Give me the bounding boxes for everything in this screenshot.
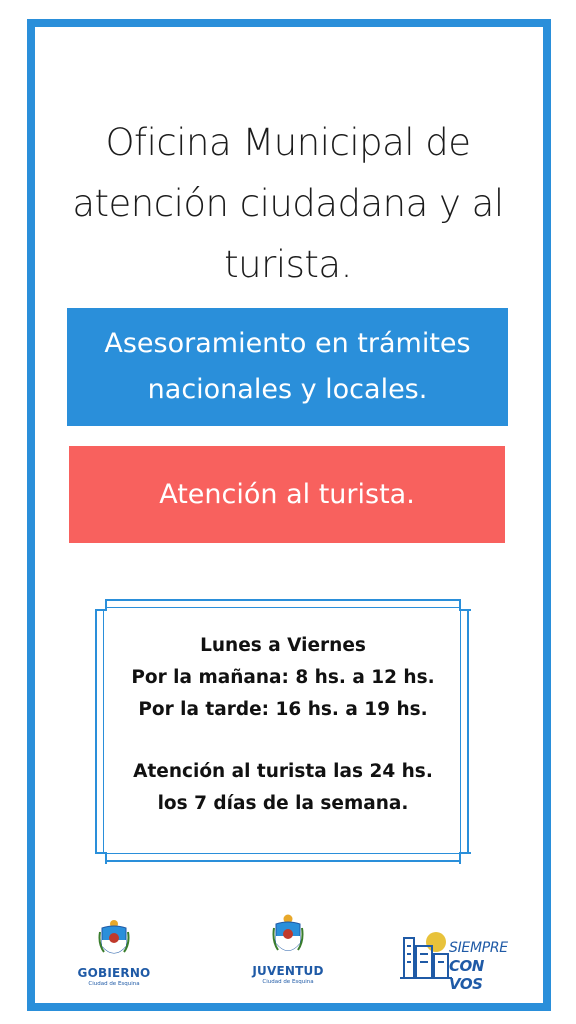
tourist-banner	[69, 446, 505, 543]
brand-line2: CON VOS	[449, 957, 484, 993]
schedule-tourist-days: los 7 días de la semana.	[157, 793, 409, 814]
frame-corner	[459, 599, 471, 611]
siempre-con-vos-logo	[400, 926, 520, 993]
schedule-tourist-hours: Atención al turista las 24 hs.	[133, 761, 433, 782]
title-line: Oficina Municipal de	[105, 121, 471, 164]
coat-of-arms-icon	[272, 912, 304, 960]
tourist-banner-label: Atención al turista.	[159, 479, 415, 510]
schedule-text	[103, 630, 463, 820]
frame-corner	[95, 599, 107, 611]
building-icon	[400, 928, 452, 982]
gobierno-logo	[72, 918, 156, 987]
coat-of-arms-icon	[98, 918, 130, 962]
frame-corner	[459, 852, 471, 864]
services-line: Asesoramiento en trámites	[104, 328, 471, 359]
schedule-afternoon: Por la tarde: 16 hs. a 19 hs.	[138, 699, 428, 720]
frame-corner	[95, 852, 107, 864]
services-line: nacionales y locales.	[147, 374, 428, 405]
title-line: turista.	[224, 243, 352, 286]
title-line: atención ciudadana y al	[72, 182, 504, 225]
brand-line1: SIEMPRE	[449, 940, 508, 956]
gobierno-sub: Ciudad de Esquina	[88, 981, 140, 987]
page-title	[40, 112, 536, 295]
gobierno-name: GOBIERNO	[77, 966, 151, 980]
juventud-sub: Ciudad de Esquina	[262, 979, 314, 985]
services-banner	[67, 308, 508, 426]
juventud-logo	[246, 912, 330, 985]
schedule-days: Lunes a Viernes	[200, 635, 366, 656]
schedule-morning: Por la mañana: 8 hs. a 12 hs.	[131, 667, 435, 688]
juventud-name: JUVENTUD	[252, 964, 324, 978]
